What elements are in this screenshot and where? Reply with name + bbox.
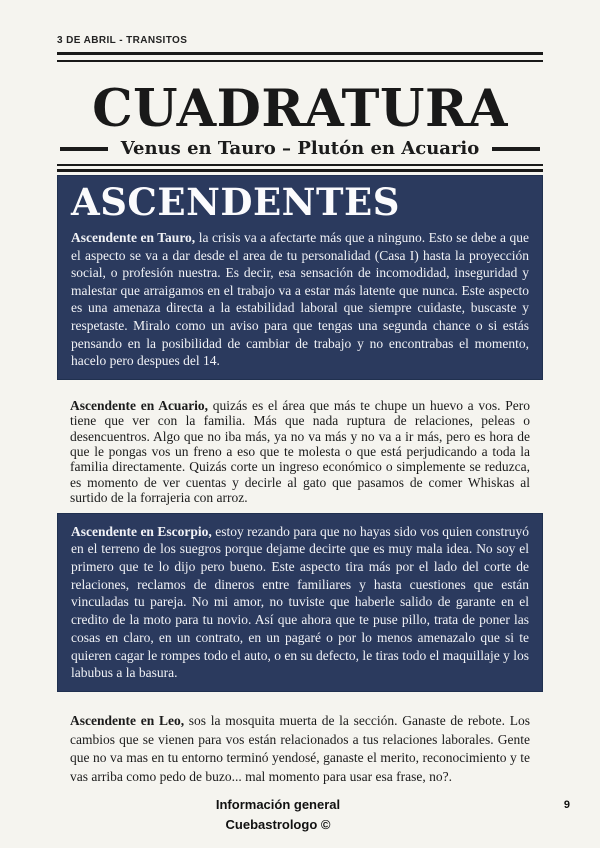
paragraph-tauro: [71, 229, 529, 370]
subtitle-double-rule: [57, 164, 543, 172]
paragraph-acuario-body: quizás es el área que más te chupe un huevo a vos. Pero tiene que ver con la familia. Más que nada ruptura de relaciones, peleas o desencuentros. Algo que no iba más, ya no va más y no va a ir más, pero es hora de que le pongas vos un freno a eso que te molesta o que está perjudicando a toda la familia directamente. Quizás corte un ingreso económico o simplemente se reduzca, es momento de ver cuentas y decirle al gato que pasamos de comer Whiskas al surtido de la forrajeria con arroz.: [70, 397, 530, 506]
header-double-rule: [57, 52, 543, 62]
footer: [0, 795, 600, 835]
page-title: CUADRATURA: [92, 79, 508, 139]
paragraph-leo-body: sos la mosquita muerta de la sección. Ganaste de rebote. Los cambios que se vienen para vos están relacionados a tus relaciones laborales. Gente que no va mas en tu entorno terminó yendosé, ganaste el merito, reconocimiento y te vas arriba como pedo de buzo... mal momento para usar esa frase, no?.: [70, 712, 530, 784]
paragraph-acuario-lead: Ascendente en Acuario,: [70, 397, 209, 413]
date-transits-label: 3 DE ABRIL - TRANSITOS: [57, 35, 188, 46]
rule-thin: [57, 60, 543, 62]
subtitle-right-bar: [492, 147, 540, 151]
ascendentes-section-box: [57, 175, 543, 380]
rule-thick: [57, 169, 543, 172]
escorpio-box: [57, 513, 543, 692]
paragraph-escorpio: [71, 523, 529, 682]
page-content: [57, 0, 543, 786]
paragraph-acuario: [70, 398, 530, 506]
footer-text: [0, 795, 556, 835]
subtitle-row: [60, 138, 540, 159]
footer-line-general-info: Información general: [215, 797, 341, 812]
page-subtitle: Venus en Tauro – Plutón en Acuario: [120, 138, 480, 159]
paragraph-escorpio-lead: Ascendente en Escorpio,: [71, 523, 212, 539]
page-number: 9: [563, 799, 570, 811]
paragraph-escorpio-body: estoy rezando para que no hayas sido vos quien construyó en el terreno de los suegros porque dejame decirte que es muy mala idea. No soy el primero que te lo dijo pero bueno. Este aspecto tira más por el lado del corte de relaciones, reclamos de dineros entre familiares y hasta cuestiones que están vinculadas tu pareja. No mi amor, no tuviste que haberle salido de garante en el credito de la moto para tu novio. Así que ahora que te puse pillo, trata de poner las cosas en claro, en un contrato, en un pagaré o por lo menos amenazalo que si te quieren cagar le rompes todo el auto, o en su defecto, le tiras todo el maquillaje y los labubus a la basura.: [71, 523, 529, 681]
paragraph-leo-lead: Ascendente en Leo,: [70, 712, 185, 728]
subtitle-left-bar: [60, 147, 108, 151]
paragraph-tauro-body: la crisis va a afectarte más que a ninguno. Esto se debe a que el aspecto se va a dar desde el area de tu personalidad (Casa I) hasta la proyección social, o profesión nuestra. Es decir, esa sensación de incomodidad, inseguridad y malestar que arraigamos en el trabajo va a estar más latente que nunca. Este aspecto es una amenaza directa a la estabilidad laboral que siempre cuidaste, buscaste y respetaste. Miralo como un aviso para que tengas una segunda chance o si estás pensando en la posibilidad de cambiar de trabajo y no encontrabas el momento, hacelo pero despues del 14.: [71, 230, 529, 369]
section-heading: ASCENDENTES: [71, 180, 400, 224]
footer-line-credit: Cuebastrologo ©: [225, 817, 331, 832]
paragraph-leo: [70, 712, 530, 786]
paragraph-tauro-lead: Ascendente en Tauro,: [71, 230, 196, 245]
